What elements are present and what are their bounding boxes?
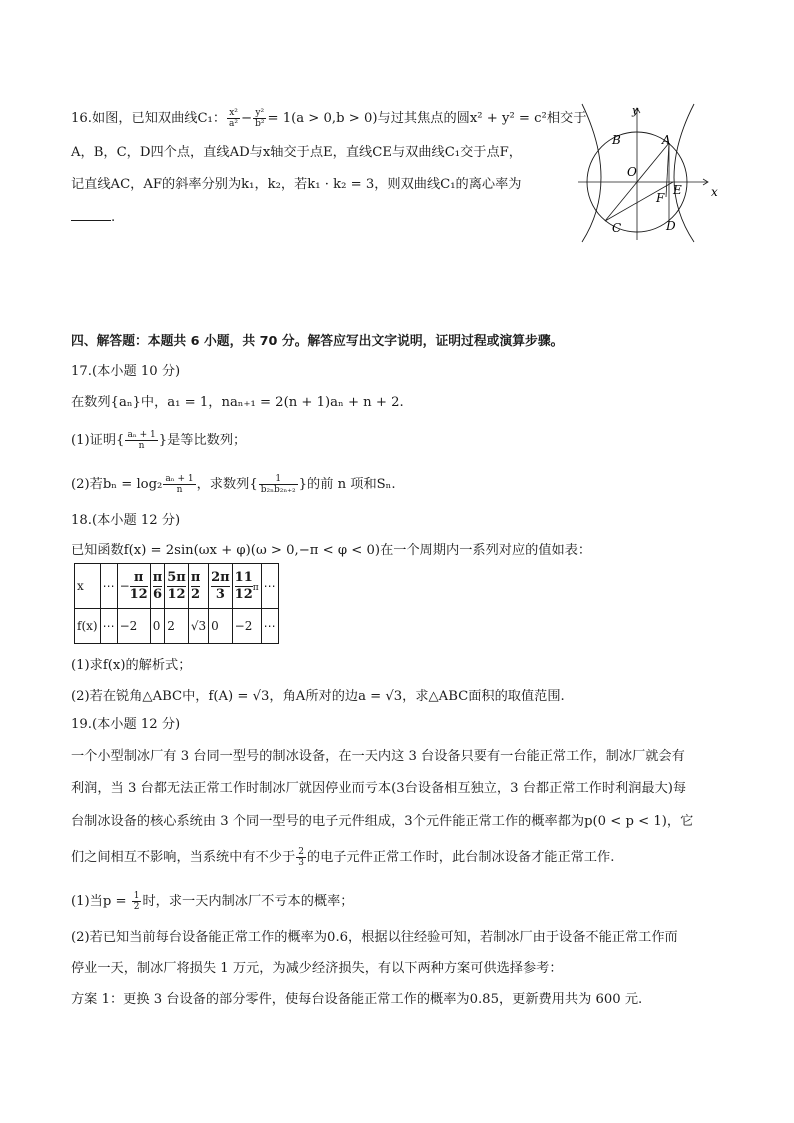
table-cell-f: √3	[188, 609, 208, 644]
table-cell-f: −2	[117, 609, 150, 644]
value-table	[74, 563, 279, 644]
table-cell-x: $\frac{5\pi}{12}$	[165, 564, 189, 609]
one-half-fraction: $\frac{1}{2}$	[133, 891, 140, 912]
q19-part-1: (1)当p = $\frac{1}{2}$ 时，求一天内制冰厂不亏本的概率；	[71, 891, 354, 912]
table-cell-x: $\frac{\pi}{2}$	[188, 564, 208, 609]
table-cell-x: − $\frac{\pi}{12}$	[117, 564, 150, 609]
q19-para-line-3: 台制冰设备的核心系统由 3 个同一型号的电子元件组成，3个元件能正常工作的概率都为p(0 < p < 1)，它	[71, 814, 694, 829]
q16-line-1: 16.如图，已知双曲线C₁： $\frac{\text{x²}}{\text{a²}}$ − $\frac{\text{y²}}{\text{b²}}$ = 1(a > 0,b > 0)与过其焦点的圆x² + y² = c²相交于	[71, 108, 587, 129]
q17-stem: 在数列{aₙ}中，a₁ = 1，naₙ₊₁ = 2(n + 1)aₙ + n + 2.	[71, 395, 404, 410]
label-y: y	[632, 104, 639, 117]
two-thirds-fraction: $\frac{2}{3}$	[298, 847, 304, 868]
answer-blank	[71, 208, 111, 221]
label-A: A	[662, 133, 671, 147]
line-AF	[666, 143, 669, 197]
label-D: D	[666, 219, 676, 233]
label-x: x	[711, 185, 718, 199]
q19-part-2-line-2: 停业一天，制冰厂将损失 1 万元，为减少经济损失，有以下两种方案可供选择参考：	[71, 961, 563, 976]
q19-para-line-4: 们之间相互不影响，当系统中有不少于 $\frac{2}{3}$ 的电子元件正常工作时，此台制冰设备才能正常工作.	[71, 847, 615, 868]
q19-para-line-2: 利润，当 3 台都无法正常工作时制冰厂就因停业而亏本(3台设备相互独立，3 台都正常工作时利润最大)每	[71, 781, 687, 796]
q17-p2-fraction-2: $\frac{1}{\text{b₂ₙb₂ₙ₊₂}}$	[260, 474, 296, 495]
table-cell-x: $\frac{11}{12}$ π	[232, 564, 261, 609]
q16-line-2: A，B，C，D四个点，直线AD与x轴交于点E，直线CE与双曲线C₁交于点F，	[71, 145, 522, 160]
q18-title: 18.(本小题 12 分)	[71, 513, 181, 528]
q17-part-2: (2)若bₙ = log₂ $\frac{\text{aₙ + 1}}{n}$ ，求数列{ $\frac{1}{\text{b₂ₙb₂ₙ₊₂}}$ }的前 n 项和Sₙ.	[71, 474, 396, 495]
table-cell-f: 0	[209, 609, 233, 644]
q17-p1-fraction: $\frac{\text{aₙ + 1}}{n}$	[127, 430, 156, 451]
hyperbola-left-branch	[582, 104, 601, 242]
table-ellipsis: ⋯	[100, 564, 117, 609]
label-B: B	[612, 133, 621, 147]
q18-part-2: (2)若在锐角△ABC中，f(A) = √3，角A所对的边a = √3，求△ABC面积的取值范围.	[71, 689, 565, 704]
q19-para-line-1: 一个小型制冰厂有 3 台同一型号的制冰设备，在一天内这 3 台设备只要有一台能正常工作，制冰厂就会有	[71, 749, 685, 764]
label-E: E	[673, 183, 682, 197]
q19-title: 19.(本小题 12 分)	[71, 717, 181, 732]
label-O: O	[627, 165, 637, 179]
q18-part-1: (1)求f(x)的解析式；	[71, 658, 192, 673]
table-cell-x: $\frac{2\pi}{3}$	[209, 564, 233, 609]
table-row-x	[75, 564, 279, 609]
row-label-x: x	[75, 564, 101, 609]
q19-plan-1: 方案 1：更换 3 台设备的部分零件，使每台设备能正常工作的概率为0.85，更新费用共为 600 元.	[71, 992, 643, 1007]
label-C: C	[612, 221, 622, 235]
q16-line-1-end: = 1(a > 0,b > 0)与过其焦点的圆x² + y² = c²相交于	[267, 111, 587, 126]
q19-part-2-line-1: (2)若已知当前每台设备能正常工作的概率为0.6，根据以往经验可知，若制冰厂由于设备不能正常工作而	[71, 930, 678, 945]
table-cell-x: $\frac{\pi}{6}$	[150, 564, 165, 609]
q17-p2-fraction: $\frac{\text{aₙ + 1}}{n}$	[165, 474, 194, 495]
q17-part-1: (1)证明{ $\frac{\text{aₙ + 1}}{n}$ }是等比数列；	[71, 430, 247, 451]
hyperbola-y-fraction: $\frac{\text{y²}}{\text{b²}}$	[255, 108, 265, 129]
table-cell-f: 0	[150, 609, 165, 644]
hyperbola-circle-figure	[574, 100, 724, 245]
table-row-f	[75, 609, 279, 644]
q17-title: 17.(本小题 10 分)	[71, 364, 181, 379]
q16-line-3: 记直线AC，AF的斜率分别为k₁，k₂，若k₁ · k₂ = 3，则双曲线C₁的离心率为	[71, 177, 522, 192]
hyperbola-right-branch	[674, 104, 694, 242]
table-ellipsis: ⋯	[261, 564, 278, 609]
section-heading: 四、解答题：本题共 6 小题，共 70 分。解答应写出文字说明，证明过程或演算步骤。	[71, 334, 564, 349]
table-ellipsis: ⋯	[261, 609, 278, 644]
table-ellipsis: ⋯	[100, 609, 117, 644]
q16-line-1-start: 16.如图，已知双曲线C₁：	[71, 111, 227, 126]
q18-stem: 已知函数f(x) = 2sin(ωx + φ)(ω > 0,−π < φ < 0)在一个周期内一系列对应的值如表：	[71, 543, 592, 558]
table-cell-f: −2	[232, 609, 261, 644]
q16-answer-blank: .	[71, 208, 115, 227]
row-label-f: f(x)	[75, 609, 101, 644]
hyperbola-x-fraction: $\frac{\text{x²}}{\text{a²}}$	[229, 108, 239, 129]
table-cell-f: 2	[165, 609, 189, 644]
label-F: F	[656, 191, 665, 205]
